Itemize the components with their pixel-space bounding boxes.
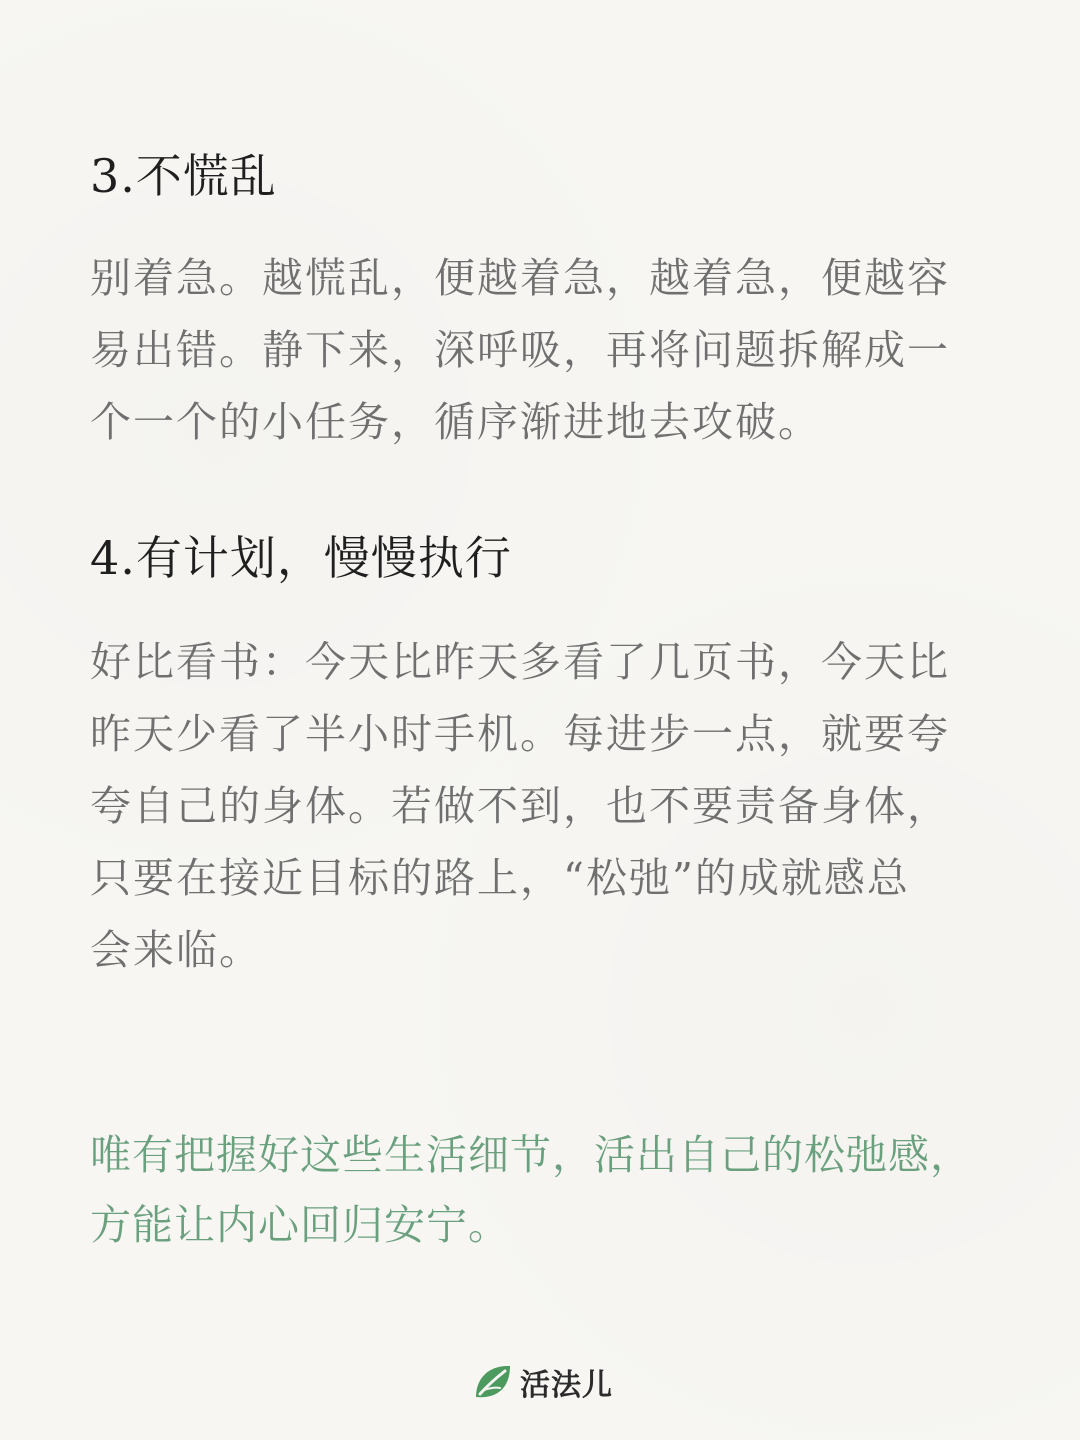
section-4-line: 夸自己的身体。若做不到，也不要责备身体， [90, 782, 950, 830]
section-3-line: 易出错。静下来，深呼吸，再将问题拆解成一 [90, 326, 950, 374]
section-3-line: 别着急。越慌乱，便越着急，越着急，便越容 [90, 254, 950, 302]
conclusion-line: 唯有把握好这些生活细节，活出自己的松弛感， [90, 1131, 972, 1179]
section-3-heading: 3.不慌乱 [90, 149, 277, 203]
section-4-line: 好比看书：今天比昨天多看了几页书，今天比 [90, 638, 950, 686]
section-4-heading: 4.有计划，慢慢执行 [90, 531, 512, 585]
section-3-line: 个一个的小任务，循序渐进地去攻破。 [90, 398, 821, 446]
section-4-body [90, 626, 995, 986]
brand-logo [472, 1358, 613, 1406]
brand-name: 活法儿 [520, 1368, 613, 1403]
section-3-body [90, 242, 995, 458]
leaf-icon [472, 1361, 514, 1403]
section-4-line: 只要在接近目标的路上，“松弛”的成就感总 [90, 854, 910, 902]
section-4-line: 会来临。 [90, 926, 262, 974]
conclusion-line: 方能让内心回归安宁。 [90, 1201, 510, 1249]
section-4-line: 昨天少看了半小时手机。每进步一点，就要夸 [90, 710, 950, 758]
conclusion-text [90, 1120, 1010, 1260]
